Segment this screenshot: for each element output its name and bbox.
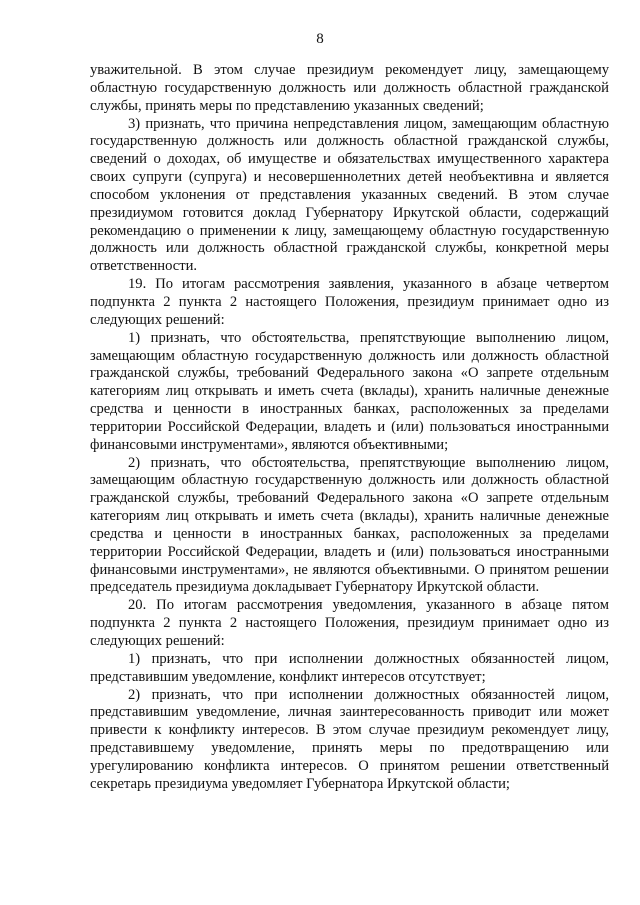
paragraph-continuation: уважительной. В этом случае президиум рекомендует лицу, замещающему областную государственную должность или должность областной гражданской службы, принять меры по представлению указанных сведений; xyxy=(90,62,609,114)
paragraph-clause-20-item-1: 1) признать, что при исполнении должностных обязанностей лицом, представившим уведомление, конфликт интересов отсутствует; xyxy=(90,650,609,685)
paragraph-clause-19-item-2: 2) признать, что обстоятельства, препятствующие выполнению лицом, замещающим областную государственную должность или должность областной гражданской службы, требований Федерального закона «О запрете отдельным категориям лиц открывать и иметь счета (вклады), хранить наличные денежные средства и ценности в иностранных банках, расположенных за пределами территории Российской Федерации, владеть и (или) пользоваться иностранными финансовыми инструментами», не являются объективными. О принятом решении председатель президиума докладывает Губернатору Иркутской области. xyxy=(90,454,609,596)
paragraph-item-3: 3) признать, что причина непредставления лицом, замещающим областную государственную должность или должность областной гражданской службы, сведений о доходах, об имуществе и обязательствах имущественного характера своих супруги (супруга) и несовершеннолетних детей необъективна и является способом уклонения от представления указанных сведений. В этом случае президиумом готовится доклад Губернатору Иркутской области, содержащий рекомендацию о применении к лицу, замещающему областную государственную должность или должность областной гражданской службы, конкретной меры ответственности. xyxy=(90,115,609,275)
page-number: 8 xyxy=(316,31,324,47)
paragraph-clause-19-item-1: 1) признать, что обстоятельства, препятствующие выполнению лицом, замещающим областную государственную должность или должность областной гражданской службы, требований Федерального закона «О запрете отдельным категориям лиц открывать и иметь счета (вклады), хранить наличные денежные средства и ценности в иностранных банках, расположенных за пределами территории Российской Федерации, владеть и (или) пользоваться иностранными финансовыми инструментами», являются объективными; xyxy=(90,329,609,453)
document-body xyxy=(90,62,609,794)
paragraph-clause-20: 20. По итогам рассмотрения уведомления, указанного в абзаце пятом подпункта 2 пункта 2 настоящего Положения, президиум принимает одно из следующих решений: xyxy=(90,597,609,649)
paragraph-clause-19: 19. По итогам рассмотрения заявления, указанного в абзаце четвертом подпункта 2 пункта 2 настоящего Положения, президиум принимает одно из следующих решений: xyxy=(90,276,609,328)
paragraph-clause-20-item-2: 2) признать, что при исполнении должностных обязанностей лицом, представившим уведомление, личная заинтересованность приводит или может привести к конфликту интересов. В этом случае президиум рекомендует лицу, представившему уведомление, принять меры по предотвращению или урегулированию конфликта интересов. О принятом решении ответственный секретарь президиума уведомляет Губернатора Иркутской области; xyxy=(90,686,609,792)
